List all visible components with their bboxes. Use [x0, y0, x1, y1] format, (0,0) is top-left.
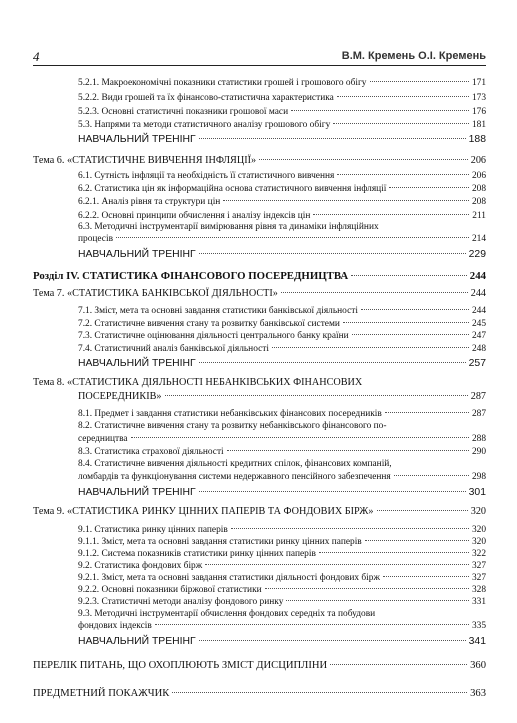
toc-entry-page: 363	[470, 688, 486, 699]
toc-entry-page: 245	[471, 319, 486, 329]
toc-entry-title: 6.2. Статистика цін як інформаційна основа статистичного вивчення інфляції	[78, 184, 387, 194]
toc-entry-index	[33, 688, 486, 699]
toc-entry-page: 247	[471, 331, 486, 341]
toc-entry-page: 328	[471, 585, 486, 595]
toc-entry-title: Тема 9. «СТАТИСТИКА РИНКУ ЦІННИХ ПАПЕРІВ ТА ФОНДОВИХ БІРЖ»	[33, 506, 374, 517]
page-number: 4	[33, 49, 40, 64]
toc-entry-page: 290	[471, 447, 486, 457]
toc-entry-page: 206	[470, 155, 486, 166]
toc-entry-continued: 8.2. Статистичне вивчення стану та розвитку небанківського фінансового по-	[78, 421, 387, 431]
toc-entry-theme	[78, 391, 486, 402]
toc-entry-title: Тема 7. «СТАТИСТИКА БАНКІВСЬКОЇ ДІЯЛЬНОСТІ»	[33, 288, 278, 299]
toc-entry-page: 206	[471, 171, 486, 181]
toc-entry-title: процесів	[78, 234, 113, 244]
toc-entry-title: НАВЧАЛЬНИЙ ТРЕНІНГ	[78, 636, 196, 647]
toc-entry	[78, 447, 486, 457]
toc-entry-title: 7.3. Статистичне оцінювання діяльності центрального банку країни	[78, 331, 349, 341]
toc-entry	[78, 120, 486, 130]
toc-entry	[78, 597, 486, 607]
toc-entry	[78, 78, 486, 88]
toc-entry	[78, 197, 486, 207]
toc-entry-page: 320	[470, 506, 486, 517]
toc-entry-title: фондових індексів	[78, 621, 152, 631]
toc-entry-title: 9.2.1. Зміст, мета та основні завдання статистики діяльності фондових бірж	[78, 573, 380, 583]
toc-entry-page: 301	[468, 487, 486, 498]
toc-entry-title: 6.2.2. Основні принципи обчислення і аналізу індексів цін	[78, 211, 311, 221]
toc-entry-training	[78, 358, 486, 369]
running-title: В.М. Кремень О.І. Кремень	[341, 50, 486, 62]
toc-entry-page: 327	[471, 573, 486, 583]
toc-entry-title: 5.3. Напрями та методи статистичного аналізу грошового обігу	[78, 120, 331, 130]
toc-entry-continued: 6.3. Методичні інструментарії вимірювання рівня та динаміки інфляційних	[78, 222, 379, 232]
toc-entry-title: 9.1.1. Зміст, мета та основні завдання статистики ринку цінних паперів	[78, 537, 362, 547]
toc-entry-page: 171	[471, 78, 486, 88]
toc-entry	[78, 472, 486, 482]
toc-entry-page: 229	[468, 249, 486, 260]
toc-entry	[78, 525, 486, 535]
toc-entry-page: 188	[468, 134, 486, 145]
toc-entry	[78, 107, 486, 117]
toc-entry-section	[33, 270, 486, 282]
toc-entry-continued: 8.4. Статистичне вивчення діяльності кредитних спілок, фінансових компаній,	[78, 459, 392, 469]
toc-entry-title: 6.1. Сутність інфляції та необхідність її статистичного вивчення	[78, 171, 335, 181]
toc-entry-title: ПЕРЕЛІК ПИТАНЬ, ЩО ОХОПЛЮЮТЬ ЗМІСТ ДИСЦИПЛІНИ	[33, 660, 328, 671]
toc-entry-title: 7.4. Статистичний аналіз банківської діяльності	[78, 344, 269, 354]
toc-entry-title: НАВЧАЛЬНИЙ ТРЕНІНГ	[78, 249, 196, 260]
toc-entry	[78, 171, 486, 181]
toc-entry-page: 298	[471, 472, 486, 482]
toc-entry	[78, 344, 486, 354]
toc-entry	[78, 319, 486, 329]
toc-entry	[78, 561, 486, 571]
toc-entry-page: 214	[471, 234, 486, 244]
toc-entry-title: 9.2.3. Статистичні методи аналізу фондового ринку	[78, 597, 284, 607]
toc-entry-page: 211	[472, 211, 486, 221]
toc-entry-training	[78, 487, 486, 498]
toc-entry-appendix	[33, 660, 486, 671]
toc-entry-page: 360	[470, 660, 486, 671]
toc-entry-title: 8.1. Предмет і завдання статистики небанківських фінансових посередників	[78, 409, 382, 419]
toc-entry-theme	[33, 155, 486, 166]
toc-entry	[78, 184, 486, 194]
toc-entry-title: 5.2.2. Види грошей та їх фінансово-статистична характеристика	[78, 93, 334, 103]
toc-entry-title: 9.2. Статистика фондових бірж	[78, 561, 203, 571]
toc-entry-page: 320	[471, 537, 486, 547]
toc-entry-page: 320	[471, 525, 486, 535]
toc-entry-page: 287	[471, 409, 486, 419]
toc-entry	[78, 621, 486, 631]
toc-entry-title: 9.2.2. Основні показники біржової статистики	[78, 585, 262, 595]
toc-entry	[78, 573, 486, 583]
toc-entry-title: 8.3. Статистика страхової діяльності	[78, 447, 224, 457]
toc-entry-page: 244	[470, 288, 486, 299]
toc-entry-title: 9.1.2. Система показників статистики ринку цінних паперів	[78, 549, 316, 559]
toc-entry	[78, 306, 486, 316]
toc-entry-title: ПРЕДМЕТНИЙ ПОКАЖЧИК	[33, 688, 170, 699]
toc-entry-training	[78, 636, 486, 647]
toc-entry-title: Розділ IV. СТАТИСТИКА ФІНАНСОВОГО ПОСЕРЕДНИЦТВА	[33, 270, 349, 282]
toc-entry-page: 248	[471, 344, 486, 354]
toc-entry-title: Тема 6. «СТАТИСТИЧНЕ ВИВЧЕННЯ ІНФЛЯЦІЇ»	[33, 155, 257, 166]
toc-entry-page: 288	[471, 434, 486, 444]
toc-entry-page: 327	[471, 561, 486, 571]
toc-entry-title: 5.2.3. Основні статистичні показники грошової маси	[78, 107, 289, 117]
toc-entry-page: 287	[470, 391, 486, 402]
toc-entry	[78, 549, 486, 559]
toc-entry-page: 331	[471, 597, 486, 607]
toc-entry-title: ПОСЕРЕДНИКІВ»	[78, 391, 162, 402]
toc-entry-title: 7.2. Статистичне вивчення стану та розвитку банківської системи	[78, 319, 340, 329]
toc-entry-page: 173	[471, 93, 486, 103]
toc-entry-title: 7.1. Зміст, мета та основні завдання статистики банківської діяльності	[78, 306, 358, 316]
toc-entry-title: 5.2.1. Макроекономічні показники статистики грошей і грошового обігу	[78, 78, 367, 88]
toc-entry-theme	[33, 506, 486, 517]
toc-entry-theme-continued: Тема 8. «СТАТИСТИКА ДІЯЛЬНОСТІ НЕБАНКІВСЬКИХ ФІНАНСОВИХ	[33, 377, 363, 388]
toc-entry-page: 341	[468, 636, 486, 647]
toc-entry	[78, 409, 486, 419]
toc-entry-title: НАВЧАЛЬНИЙ ТРЕНІНГ	[78, 358, 196, 369]
toc-entry-title: середництва	[78, 434, 128, 444]
toc-entry-training	[78, 249, 486, 260]
toc-entry	[78, 331, 486, 341]
toc-entry-continued: 9.3. Методичні інструментарії обчислення фондових середніх та побудови	[78, 609, 376, 619]
toc-entry	[78, 537, 486, 547]
toc-entry-page: 335	[471, 621, 486, 631]
toc-entry	[78, 211, 486, 221]
toc-entry-page: 244	[469, 270, 486, 282]
toc-entry-title: НАВЧАЛЬНИЙ ТРЕНІНГ	[78, 487, 196, 498]
toc-entry-page: 257	[468, 358, 486, 369]
toc-entry-page: 244	[471, 306, 486, 316]
toc-entry	[78, 93, 486, 103]
toc-entry	[78, 234, 486, 244]
toc-entry-title: 6.2.1. Аналіз рівня та структури цін	[78, 197, 221, 207]
toc-entry-title: 9.1. Статистика ринку цінних паперів	[78, 525, 228, 535]
toc-entry-page: 322	[471, 549, 486, 559]
toc-entry-page: 208	[471, 184, 486, 194]
toc-entry-training	[78, 134, 486, 145]
toc-entry-page: 208	[471, 197, 486, 207]
toc-entry-title: НАВЧАЛЬНИЙ ТРЕНІНГ	[78, 134, 196, 145]
toc-entry	[78, 434, 486, 444]
toc-entry-theme	[33, 288, 486, 299]
toc-entry	[78, 585, 486, 595]
toc-entry-page: 181	[471, 120, 486, 130]
toc-entry-page: 176	[471, 107, 486, 117]
toc-entry-title: ломбардів та функціонування системи недержавного пенсійного забезпечення	[78, 472, 391, 482]
